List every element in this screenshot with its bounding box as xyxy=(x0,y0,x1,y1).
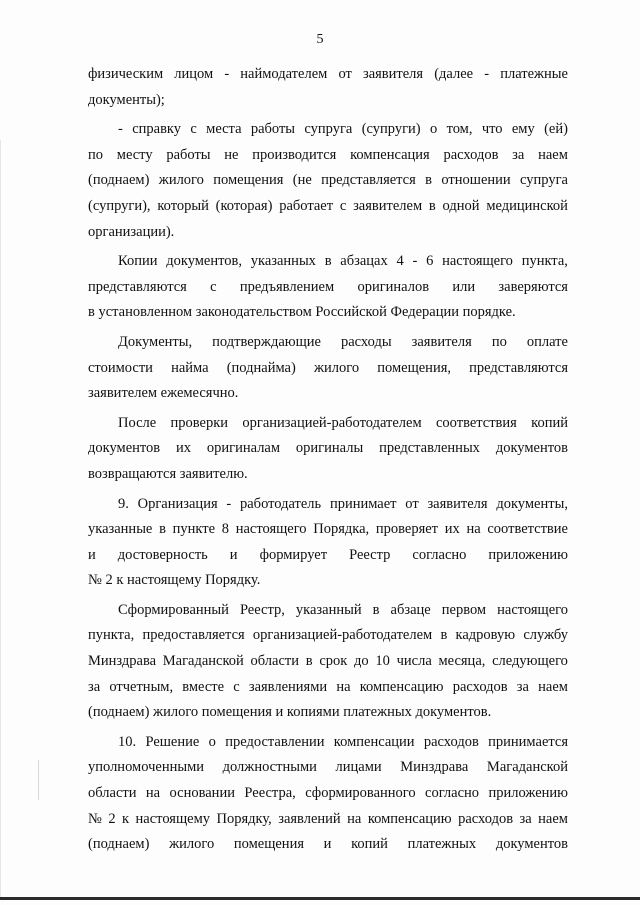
word: производится xyxy=(252,146,337,163)
word: Порядку, xyxy=(216,810,272,827)
text-line xyxy=(88,143,568,169)
word: сформированного xyxy=(305,785,416,802)
word: за xyxy=(512,146,525,163)
word: с xyxy=(210,278,217,295)
word: Магаданской xyxy=(486,759,568,776)
word: области xyxy=(250,653,300,670)
word: в установленном законодательством Российской Федерации порядке. xyxy=(88,304,516,321)
word: в xyxy=(425,172,433,189)
text-line xyxy=(88,168,568,194)
word: представляется xyxy=(321,172,416,189)
word: помещения xyxy=(213,172,284,189)
word: заявителем xyxy=(353,197,423,214)
text-line xyxy=(88,781,568,807)
word: от xyxy=(405,495,419,512)
word: что xyxy=(481,121,503,138)
word: в xyxy=(324,253,332,270)
word: в xyxy=(372,601,380,618)
word: (не xyxy=(292,172,312,189)
page-number: 5 xyxy=(316,32,324,47)
word: проверки xyxy=(170,414,229,431)
text-line xyxy=(88,381,568,407)
word: Минздрава xyxy=(400,759,469,776)
word: Реестр xyxy=(349,546,391,563)
paragraph-p2 xyxy=(88,117,568,245)
word: основании xyxy=(169,785,235,802)
word: оригиналам xyxy=(206,440,281,457)
word: места xyxy=(206,121,242,138)
text-line xyxy=(88,62,568,88)
word: - xyxy=(118,121,123,138)
word: в xyxy=(305,653,313,670)
word: предъявлением xyxy=(239,278,335,295)
word: согласно xyxy=(412,546,467,563)
word: заявителя xyxy=(362,66,424,82)
word: Решение xyxy=(145,733,200,750)
word: оплате xyxy=(526,333,568,350)
word: указанных xyxy=(250,253,316,270)
word: - xyxy=(484,66,490,82)
text-line xyxy=(88,300,568,326)
word: наем xyxy=(538,678,568,695)
word: (супруги) xyxy=(361,121,421,138)
text-line xyxy=(88,700,568,726)
word: настоящего xyxy=(497,601,568,618)
word: физическим xyxy=(88,66,164,82)
word: принимается xyxy=(488,733,568,750)
word: представляются xyxy=(469,359,568,376)
word: копий xyxy=(351,836,388,853)
word: наймодателем xyxy=(240,66,328,82)
word: заявителя xyxy=(411,333,472,350)
word: области xyxy=(88,785,137,802)
word: формирует xyxy=(259,546,328,563)
text-line xyxy=(88,330,568,356)
word: Копии xyxy=(118,253,158,270)
word: организации). xyxy=(88,223,175,240)
word: 2 xyxy=(108,810,116,827)
text-line xyxy=(88,755,568,781)
word: компенсации xyxy=(333,733,415,750)
text-line xyxy=(88,117,568,143)
word: и xyxy=(323,836,332,853)
word: документов, xyxy=(166,253,242,270)
word: по xyxy=(88,146,104,163)
word: 4 xyxy=(396,253,404,270)
word: за xyxy=(516,678,529,695)
word: одной xyxy=(442,197,480,214)
word: Сформированный xyxy=(118,601,229,618)
word: приложению xyxy=(488,785,568,802)
word: настоящего xyxy=(235,521,307,538)
word: (которая) xyxy=(215,197,273,214)
paragraph-p6 xyxy=(88,492,568,594)
word: от xyxy=(338,66,352,82)
word: заявителя xyxy=(427,495,488,512)
text-line xyxy=(88,220,568,246)
word: документов xyxy=(88,440,161,457)
word: работодатель xyxy=(240,495,322,512)
word: ему xyxy=(511,121,535,138)
word: После xyxy=(118,414,157,431)
text-line xyxy=(88,492,568,518)
word: платежных xyxy=(407,836,477,853)
word: отчетным, xyxy=(109,678,174,695)
word: организацией-работодателем xyxy=(242,414,422,431)
word: платежные xyxy=(500,66,568,82)
word: месту xyxy=(116,146,153,163)
word: в xyxy=(159,521,166,538)
word: жилого xyxy=(158,172,204,189)
word: документов xyxy=(495,836,568,853)
text-line xyxy=(88,598,568,624)
word: документов xyxy=(495,440,568,457)
word: согласно xyxy=(425,785,480,802)
word: пункта, xyxy=(88,627,135,644)
word: Документы, xyxy=(118,333,193,350)
word: Минздрава xyxy=(88,653,157,670)
word: подтверждающие xyxy=(212,333,321,350)
word: заверяются xyxy=(498,278,568,295)
word: наем xyxy=(538,810,568,827)
word: копий xyxy=(531,414,568,431)
word: компенсацию xyxy=(359,678,444,695)
word: № 2 к настоящему Порядку. xyxy=(88,572,261,589)
word: о xyxy=(429,121,438,138)
word: настоящего xyxy=(442,253,513,270)
paragraph-p1 xyxy=(88,62,568,113)
word: абзаце xyxy=(390,601,431,618)
word: с xyxy=(339,197,347,214)
word: по xyxy=(491,333,507,350)
word: 10 xyxy=(375,653,390,670)
text-line xyxy=(88,568,568,594)
word: оригиналов xyxy=(357,278,430,295)
word: предоставлении xyxy=(225,733,325,750)
word: супруга xyxy=(520,172,568,189)
word: на xyxy=(466,521,481,538)
word: компенсация xyxy=(350,146,430,163)
word: числа xyxy=(396,653,432,670)
word: 9. xyxy=(118,495,129,512)
word: заявлений xyxy=(278,810,341,827)
word: должностными xyxy=(222,759,317,776)
word: Реестр, xyxy=(239,601,285,618)
word: помещения xyxy=(233,836,304,853)
word: оригиналы xyxy=(295,440,364,457)
word: (поднаем) xyxy=(88,172,150,189)
text-line xyxy=(88,832,568,858)
word: - xyxy=(226,495,232,512)
word: том, xyxy=(446,121,473,138)
word: документы, xyxy=(496,495,568,512)
word: представленных xyxy=(379,440,480,457)
word: расходов xyxy=(458,810,514,827)
text-line xyxy=(88,517,568,543)
word: за xyxy=(519,810,532,827)
word: представляются xyxy=(88,278,187,295)
word: их xyxy=(444,521,460,538)
word: 8 xyxy=(221,521,229,538)
word: первом xyxy=(441,601,487,618)
word: лицом xyxy=(174,66,214,82)
word: за xyxy=(88,678,101,695)
word: указанный xyxy=(295,601,362,618)
word: настоящему xyxy=(135,810,210,827)
word: компенсацию xyxy=(367,810,452,827)
word: (супруги), xyxy=(88,197,151,214)
text-line xyxy=(88,436,568,462)
text-line xyxy=(88,675,568,701)
word: соответствие xyxy=(487,521,568,538)
word: на xyxy=(347,810,362,827)
word: уполномоченными xyxy=(88,759,205,776)
word: соответствия xyxy=(435,414,517,431)
paragraph-p3 xyxy=(88,249,568,326)
word: справку xyxy=(132,121,182,138)
word: принимает xyxy=(329,495,397,512)
paragraph-p7 xyxy=(88,598,568,726)
word: предоставляется xyxy=(142,627,245,644)
word: медицинской xyxy=(486,197,568,214)
word: № xyxy=(88,810,102,827)
word: супруга xyxy=(304,121,353,138)
word: работает xyxy=(279,197,334,214)
word: работы xyxy=(250,121,296,138)
word: Организация xyxy=(137,495,218,512)
word: (поднайма) xyxy=(226,359,296,376)
text-line xyxy=(88,275,568,301)
word: проверяет xyxy=(375,521,439,538)
word: найма xyxy=(171,359,209,376)
word: 10. xyxy=(118,733,137,750)
word: с xyxy=(190,121,197,138)
text-line xyxy=(88,807,568,833)
word: расходов xyxy=(443,146,499,163)
word: стоимости xyxy=(88,359,153,376)
word: расходы xyxy=(341,333,392,350)
word: на xyxy=(336,678,351,695)
word: (поднаем) xyxy=(88,836,150,853)
word: жилого xyxy=(169,836,215,853)
text-line xyxy=(88,356,568,382)
text-line xyxy=(88,411,568,437)
word: организацией-работодателем xyxy=(252,627,433,644)
text-line xyxy=(88,88,568,114)
word: лицами xyxy=(335,759,382,776)
text-line xyxy=(88,649,568,675)
word: приложению xyxy=(488,546,568,563)
word: документы); xyxy=(88,91,165,108)
word: заявлениями xyxy=(248,678,328,695)
word: на xyxy=(145,785,161,802)
word: возвращаются заявителю. xyxy=(88,465,248,482)
paragraph-p5 xyxy=(88,411,568,488)
word: отношении xyxy=(441,172,511,189)
scan-left-edge xyxy=(0,140,1,897)
word: абзацах xyxy=(340,253,388,270)
word: вместе xyxy=(182,678,225,695)
document-body xyxy=(88,62,568,858)
word: наем xyxy=(538,146,568,163)
word: - xyxy=(412,253,418,270)
text-line xyxy=(88,543,568,569)
word: Порядка, xyxy=(313,521,370,538)
word: и xyxy=(88,546,96,563)
word: в xyxy=(428,197,436,214)
text-line xyxy=(88,194,568,220)
word: указанные xyxy=(88,521,153,538)
word: следующего xyxy=(492,653,568,670)
word: кадровую xyxy=(455,627,516,644)
word: с xyxy=(233,678,240,695)
word: Реестра, xyxy=(244,785,296,802)
word: работы xyxy=(166,146,211,163)
word: пункта, xyxy=(521,253,568,270)
word: в xyxy=(440,627,448,644)
word: (поднаем) жилого помещения и копиями платежных документов. xyxy=(88,704,492,721)
word: который xyxy=(157,197,209,214)
word: пункте xyxy=(172,521,216,538)
text-line xyxy=(88,730,568,756)
word: (ей) xyxy=(544,121,568,138)
word: расходов xyxy=(423,733,479,750)
word: Магаданской xyxy=(162,653,244,670)
word: заявителем ежемесячно. xyxy=(88,385,239,402)
text-line xyxy=(88,462,568,488)
word: расходов xyxy=(452,678,508,695)
word: не xyxy=(224,146,239,163)
word: и xyxy=(229,546,238,563)
word: 6 xyxy=(426,253,434,270)
word: их xyxy=(176,440,192,457)
word: к xyxy=(122,810,130,827)
word: (далее xyxy=(434,66,474,82)
word: месяца, xyxy=(438,653,486,670)
word: - xyxy=(224,66,230,82)
word: службу xyxy=(523,627,568,644)
word: о xyxy=(208,733,216,750)
word: до xyxy=(354,653,369,670)
paragraph-p8 xyxy=(88,730,568,858)
word: или xyxy=(452,278,476,295)
word: жилого xyxy=(313,359,360,376)
paragraph-p4 xyxy=(88,330,568,407)
text-line xyxy=(88,249,568,275)
text-line xyxy=(88,623,568,649)
word: помещения, xyxy=(377,359,451,376)
scan-margin-mark xyxy=(38,760,39,800)
scan-bottom-edge xyxy=(0,897,640,900)
word: срок xyxy=(319,653,348,670)
word: достоверность xyxy=(117,546,208,563)
